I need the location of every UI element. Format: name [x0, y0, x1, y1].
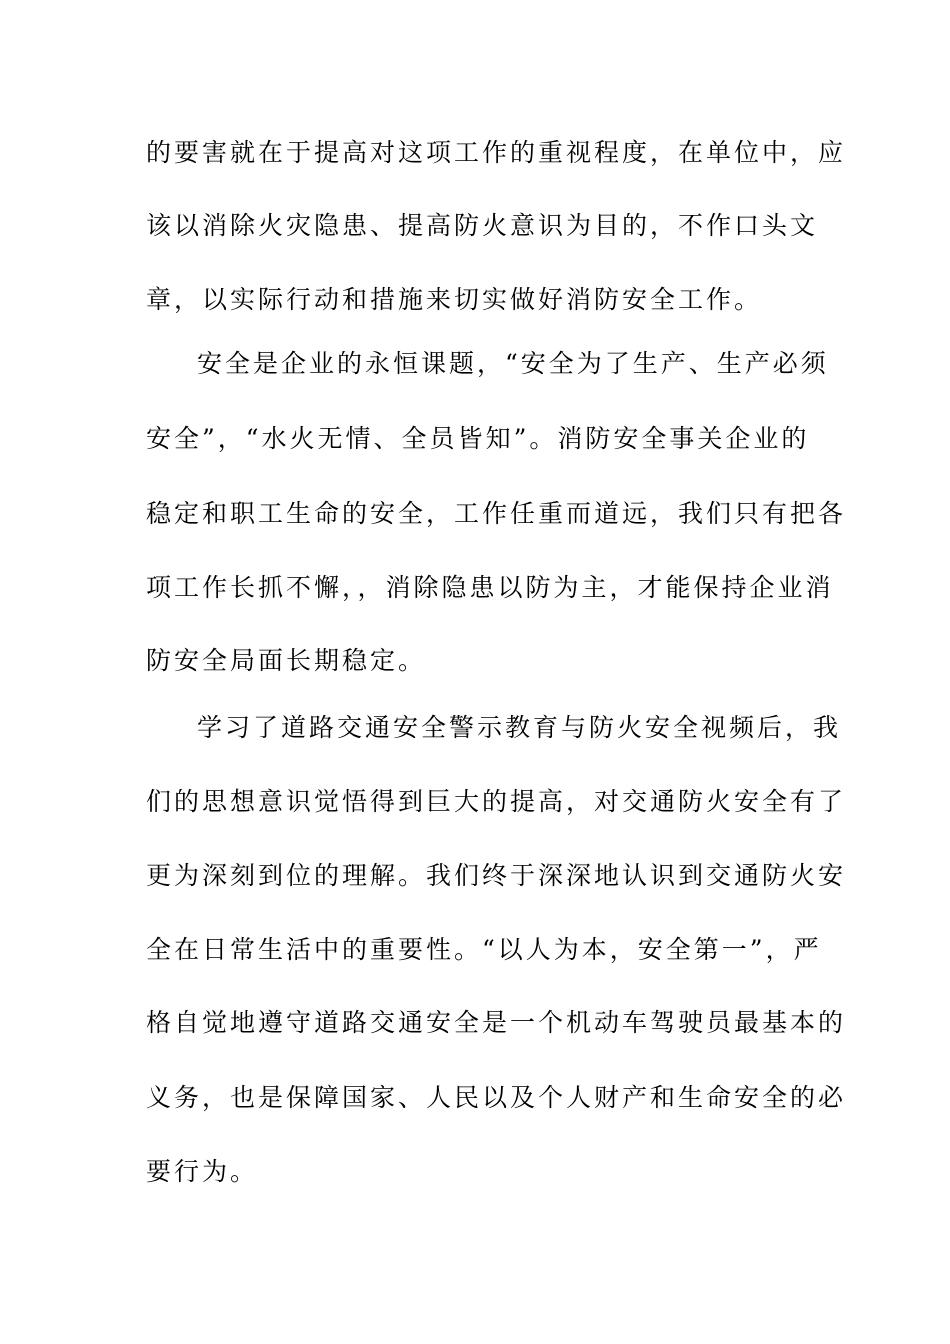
paragraph-2-line-2: 安全”，“水火无情、全员皆知”。消防安全事关企业的 — [146, 424, 810, 453]
paragraph-3-line-5: 格自觉地遵守道路交通安全是一个机动车驾驶员最基本的 — [146, 1008, 847, 1037]
paragraph-3-line-2: 们的思想意识觉悟得到巨大的提高，对交通防火安全有了 — [146, 787, 847, 816]
paragraph-2-line-1: 安全是企业的永恒课题，“安全为了生产、生产必须 — [197, 349, 829, 378]
paragraph-3-line-4: 全在日常生活中的重要性。“以人为本，安全第一”，严 — [146, 935, 822, 964]
paragraph-2-line-3: 稳定和职工生命的安全，工作任重而道远，我们只有把各 — [146, 499, 847, 528]
paragraph-3-line-7: 要行为。 — [146, 1157, 259, 1186]
paragraph-1-line-1: 的要害就在于提高对这项工作的重视程度，在单位中，应 — [146, 138, 847, 167]
paragraph-3-line-6: 义务，也是保障国家、人民以及个人财产和生命安全的必 — [146, 1083, 847, 1112]
paragraph-2-line-5: 防安全局面长期稳定。 — [146, 646, 427, 675]
paragraph-2-line-4: 项工作长抓不懈，，消除隐患以防为主，才能保持企业消 — [146, 573, 834, 602]
paragraph-3-line-3: 更为深刻到位的理解。我们终于深深地认识到交通防火安 — [146, 861, 847, 890]
paragraph-1-line-3: 章，以实际行动和措施来切实做好消防安全工作。 — [146, 285, 763, 314]
paragraph-1-line-2: 该以消除火灾隐患、提高防火意识为目的，不作口头文 — [146, 211, 819, 240]
paragraph-3-line-1: 学习了道路交通安全警示教育与防火安全视频后，我 — [197, 713, 842, 742]
